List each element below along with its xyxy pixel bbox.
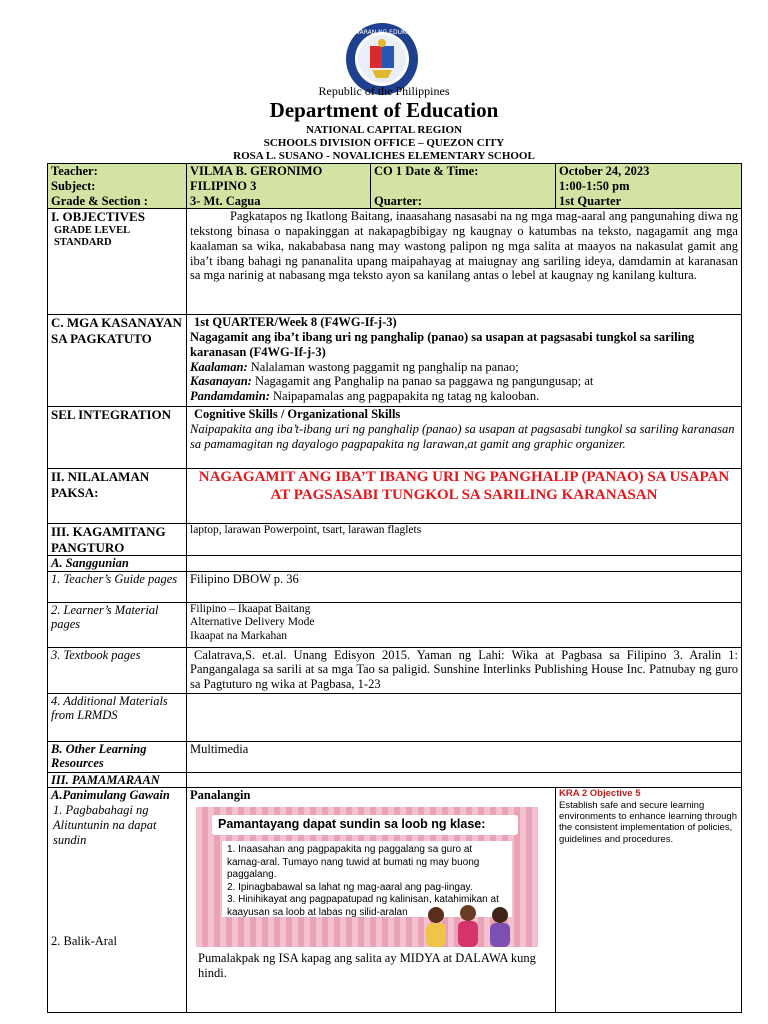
quarter-label: Quarter:: [374, 193, 422, 208]
materials-label: III. KAGAMITANG PANGTURO: [48, 524, 187, 556]
pamamaraan-label: III. PAMAMARAAN: [48, 772, 187, 788]
objectives-row: [48, 209, 742, 315]
textbook-label: 3. Textbook pages: [48, 647, 187, 693]
teacher-label: Teacher:: [51, 164, 98, 178]
republic-line: Republic of the Philippines: [318, 84, 450, 98]
kaalaman-line: Kaalaman: Nalalaman wastong paggamit ng panghalip na panao;: [190, 359, 519, 374]
panalangin-label: Panalangin: [190, 788, 251, 803]
materials-value: laptop, larawan Powerpoint, tsart, larawan flaglets: [187, 524, 742, 556]
teacher-name: VILMA B. GERONIMO: [190, 164, 323, 178]
materials-row: [48, 524, 742, 556]
tg-value: Filipino DBOW p. 36: [187, 571, 742, 602]
balik-aral-text: Pumalakpak ng ISA kapag ang salita ay MIDYA at DALAWA kung hindi.: [198, 951, 536, 980]
sanggunian-label: A. Sanggunian: [48, 555, 187, 571]
region-line: NATIONAL CAPITAL REGION: [305, 124, 463, 136]
objectives-text: Pagkatapos ng Ikatlong Baitang, inaasahang nasasabi na ng mga mag-aaral ang pangunahing diwa ng tekstong binasa o napakinggan at nakapagbibigay ng kaugnay o katumbas na teksto, nagagamit ang mga kaalaman sa wika, nakababasa nang may wastong palipon ng mga salita at maayos na nakasulat gamit ang iba’t ibang bahagi ng pananalita upang maipahayag at maiugnay ang sariling ideya, damdamin at karanasan sa mga narinig at nabasang mga teksto ayon sa kanilang antas o lebel at kaugnay ng kanilang kultura.: [187, 209, 742, 315]
panimulang-gawain-label: A.Panimulang Gawain: [51, 788, 170, 803]
date-labels-cell: [371, 164, 556, 209]
lm-line-2: Alternative Delivery Mode: [190, 616, 315, 629]
kasanayan-line: Kasanayan: Nagagamit ang Panghalip na panao sa paggawa ng pangungusap; at: [190, 374, 594, 389]
textbook-value: Calatrava,S. et.al. Unang Edisyon 2015. Yaman ng Lahi: Wika at Pagbasa sa Filipino 3. Aralin 1: Pangangalaga sa sarili at sa mga Tao sa paligid. Sunshine Interlinks Publishing House Inc. Patnubay ng guro sa Pagtuturo ng wika at Pagbasa, 1-23: [187, 647, 742, 693]
sel-label: SEL INTEGRATION: [48, 407, 187, 469]
quarter-value: 1st Quarter: [559, 193, 622, 208]
competency-week: 1st QUARTER/Week 8 (F4WG-If-j-3): [194, 315, 397, 330]
lm-label: 2. Learner’s Material pages: [48, 602, 187, 647]
objectives-label: I. OBJECTIVES: [51, 209, 145, 225]
step-1-label: 1. Pagbabahagi ng Alituntunin na dapat sundin: [53, 803, 157, 847]
content-label: II. NILALAMAN PAKSA:: [48, 469, 187, 524]
subject-label: Subject:: [51, 178, 96, 193]
lrmds-value: [187, 693, 742, 741]
division-line: SCHOOLS DIVISION OFFICE – QUEZON CITY: [263, 137, 505, 149]
class-rules-poster: [196, 807, 538, 947]
other-resources-row: [48, 741, 742, 772]
other-resources-value: Multimedia: [187, 741, 742, 772]
info-values-cell: [187, 164, 371, 209]
poster-rule: 3. Hinihikayat ang pagpapatupad ng kalinisan, katahimikan at kaayusan sa loob at labas ng silid-aralan: [227, 894, 499, 918]
tg-row: [48, 571, 742, 602]
content-row: [48, 469, 742, 524]
date-label: CO 1 Date & Time:: [374, 164, 479, 178]
poster-title: Pamantayang dapat sundin sa loob ng klase:: [212, 815, 518, 835]
sel-row: [48, 407, 742, 469]
competency-title: Nagagamit ang iba’t ibang uri ng panghalip (panao) sa usapan at pagsasabi tungkol sa sariling karanasan (F4WG-If-j-3): [190, 330, 695, 359]
poster-rule: 1. Inaasahan ang pagpapakita ng paggalang sa guro at kamag-aral. Tumayo nang tuwid at bumati ng may buong paggalang.: [227, 844, 480, 881]
kra-title: KRA 2 Objective 5: [559, 788, 641, 800]
lm-line-3: Ikaapat na Markahan: [190, 629, 288, 642]
info-row: [48, 164, 742, 209]
lm-row: [48, 602, 742, 647]
kra-text: Establish safe and secure learning environments to enhance learning through the consistent implementation of policies, guidelines and procedures.: [559, 799, 737, 845]
tg-label: 1. Teacher’s Guide pages: [48, 571, 187, 602]
svg-text:KAGAWARAN NG EDUKASYON: KAGAWARAN NG EDUKASYON: [337, 29, 427, 36]
step-2-label: 2. Balik-Aral: [51, 934, 117, 949]
lm-line-1: Filipino – Ikaapat Baitang: [190, 602, 311, 615]
school-line: ROSA L. SUSANO - NOVALICHES ELEMENTARY SCHOOL: [233, 150, 535, 162]
poster-rule: 2. Ipinagbabawal sa lahat ng mag-aaral ang pag-iingay.: [227, 881, 473, 893]
lrmds-row: [48, 693, 742, 741]
date-values-cell: [556, 164, 742, 209]
competencies-row: [48, 315, 742, 407]
competencies-label: C. MGA KASANAYAN SA PAGKATUTO: [48, 315, 187, 407]
lesson-plan-table: [47, 163, 742, 1013]
time-value: 1:00-1:50 pm: [559, 178, 630, 193]
pandamdamin-line: Pandamdamin: Naipapamalas ang pagpapakita ng tatag ng kalooban.: [190, 389, 540, 403]
sel-skills: Cognitive Skills / Organizational Skills: [194, 407, 401, 422]
grade-label: Grade & Section :: [51, 193, 148, 208]
procedure-row: [48, 788, 742, 1013]
department-title: Department of Education: [269, 98, 499, 122]
content-topic: NAGAGAMIT ANG IBA’T IBANG URI NG PANGHALIP (PANAO) SA USAPAN AT PAGSASABI TUNGKOL SA SARILING KARANASAN: [187, 469, 742, 524]
students-illustration: [416, 903, 531, 947]
info-labels-cell: [48, 164, 187, 209]
lrmds-label: 4. Additional Materials from LRMDS: [48, 693, 187, 741]
pamamaraan-row: [48, 772, 742, 788]
grade-section: 3- Mt. Cagua: [190, 193, 261, 208]
subject-name: FILIPINO 3: [190, 178, 257, 193]
textbook-row: [48, 647, 742, 693]
grade-level-standard-label: GRADE LEVEL STANDARD: [54, 224, 130, 248]
sanggunian-row: [48, 555, 742, 571]
date-value: October 24, 2023: [559, 164, 650, 178]
other-resources-label: B. Other Learning Resources: [48, 741, 187, 772]
sel-text: Naipapakita ang iba’t-ibang uri ng panghalip (panao) sa usapan at pagsasabi tungkol sa sariling karanasan sa pamamagitan ng dayalogo pagpapakita ng larawan,at gamit ang graphic organizer.: [190, 422, 735, 451]
